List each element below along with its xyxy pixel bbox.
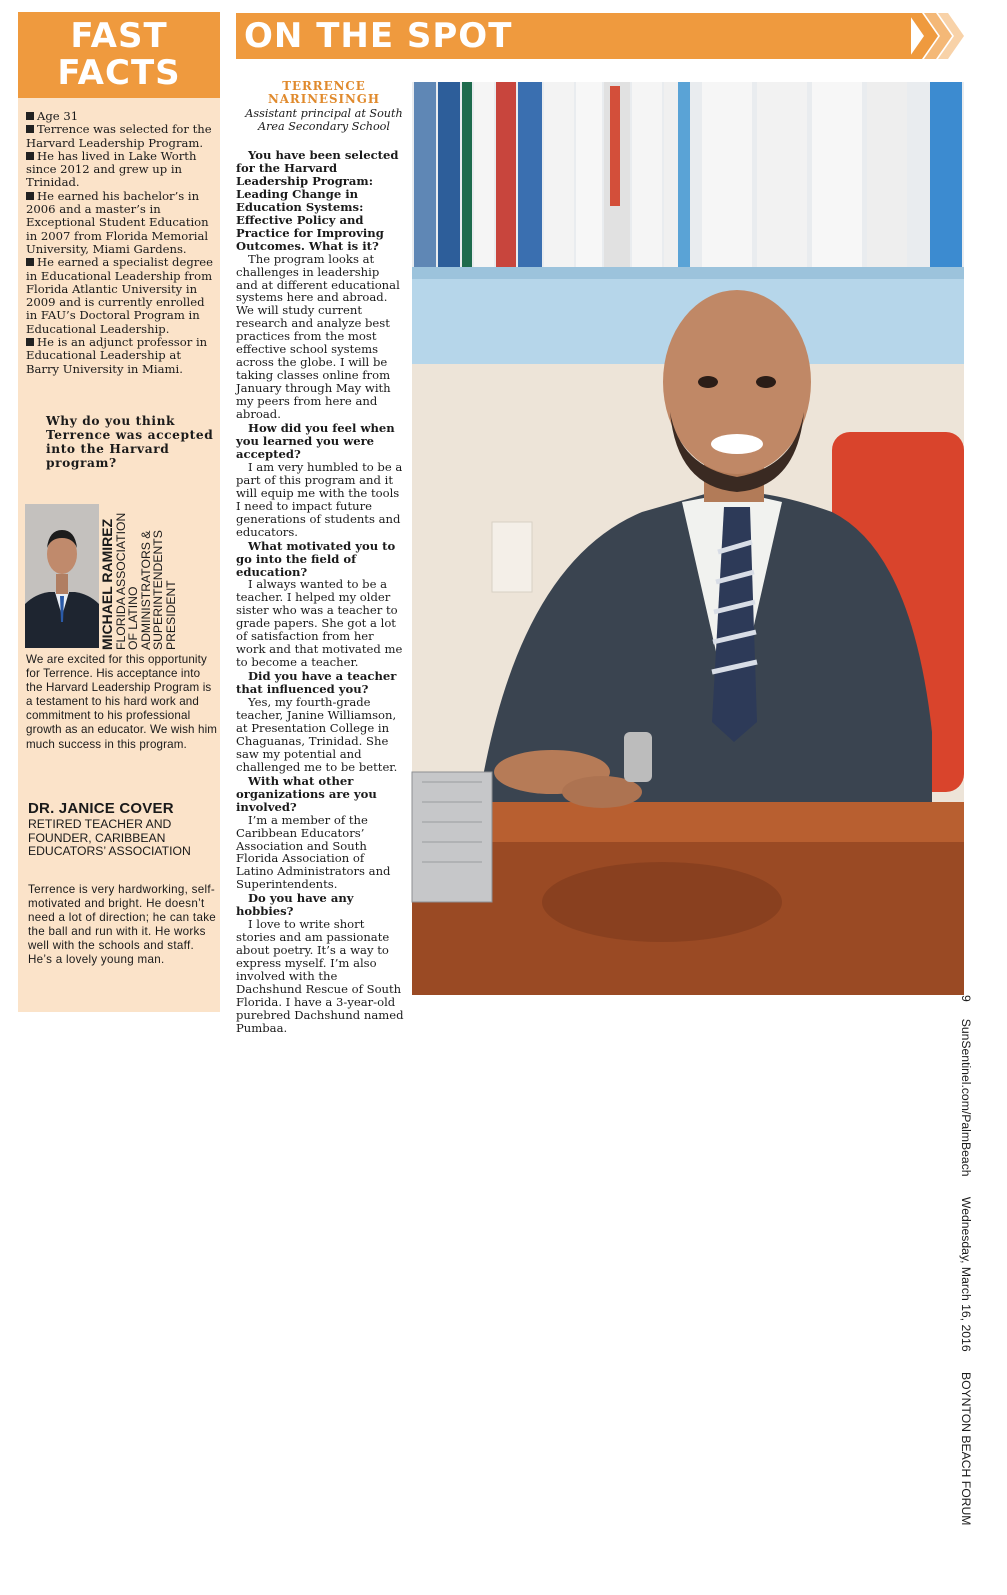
answer-text: I am very humbled to be a part of this program and it will equip me with the tools I need to impact future generations of students and educators. xyxy=(236,459,403,539)
page-number: 9 xyxy=(959,995,973,1002)
fact-item: He has lived in Lake Worth since 2012 and grew up in Trinidad. xyxy=(26,148,197,190)
interviewee-role: Assistant principal at South Area Secondary School xyxy=(245,107,403,133)
fast-facts-header xyxy=(18,12,220,98)
question-text: With what other organizations are you involved? xyxy=(236,773,377,814)
michael-ramirez-label xyxy=(100,504,212,650)
quote-janice-cover: Terrence is very hardworking, self-motivated and bright. He doesn’t need a lot of direction; he can take the ball and run with it. He works well with the schools and staff. He’s a lovely young man. xyxy=(28,883,217,967)
fast-facts-sidebar xyxy=(18,12,220,1012)
bullet-square-icon xyxy=(26,152,34,160)
fact-item: He earned his bachelor’s in 2006 and a master’s in Exceptional Student Education in 2007 from Florida Memorial University, Miami Gardens. xyxy=(26,188,209,256)
bullet-square-icon xyxy=(26,258,34,266)
bullet-square-icon xyxy=(26,192,34,200)
answer-text: I always wanted to be a teacher. I helped my older sister who was a teacher to grade papers. She got a lot of satisfaction from her work and that motivated me to become a teacher. xyxy=(236,577,403,670)
answer-text: Yes, my fourth-grade teacher, Janine Williamson, at Presentation College in Chaguanas, Trinidad. She saw my potential and challenged me to be better. xyxy=(236,695,398,774)
fact-list xyxy=(26,110,216,376)
answer-text: I love to write short stories and am passionate about poetry. It’s a way to express myself. I’m also involved with the Dachshund Rescue of South Florida. I have a 3-year-old purebred Dachshund named Pumbaa. xyxy=(236,917,404,1035)
fast-facts-title-line2: FACTS xyxy=(57,53,181,93)
sidebar-question: Why do you think Terrence was accepted into the Harvard program? xyxy=(46,414,214,470)
header-banner xyxy=(236,13,911,59)
headshot-photo-michael-ramirez xyxy=(25,504,99,648)
person-name: DR. JANICE COVER xyxy=(28,800,174,817)
portrait-photo-terrence xyxy=(412,82,964,995)
publication-date: Wednesday, March 16, 2016 xyxy=(959,1196,973,1352)
fact-item: He is an adjunct professor in Educational Leadership at Barry University in Miami. xyxy=(26,335,208,376)
website-url: SunSentinel.com/PalmBeach xyxy=(959,1018,973,1177)
chevron-arrows-icon xyxy=(908,13,964,59)
question-text: Do you have any hobbies? xyxy=(236,891,354,919)
quote-michael-ramirez: We are excited for this opportunity for Terrence. His acceptance into the Harvard Leadership Program is a testament to his hard work and commitment to his professional growth as an educator. We wish him much success in this program. xyxy=(26,653,218,751)
question-text: How did you feel when you learned you were accepted? xyxy=(236,421,395,461)
bullet-square-icon xyxy=(26,338,34,346)
question-text: You have been selected for the Harvard Leadership Program: Leading Change in Education Systems: Effective Policy and Practice for Improving Outcomes. What is it? xyxy=(236,148,399,253)
person-title: RETIRED TEACHER AND FOUNDER, CARIBBEAN EDUCATORS’ ASSOCIATION xyxy=(28,817,191,858)
person-name: MICHAEL RAMIREZ xyxy=(99,518,115,650)
fact-item: Age 31 xyxy=(26,110,216,123)
page-footer-vertical xyxy=(959,995,973,1595)
interviewee-name: TERRENCE NARINESINGH xyxy=(267,79,381,106)
section-title: ON THE SPOT xyxy=(244,16,513,56)
fact-item: He earned a specialist degree in Educational Leadership from Florida Atlantic University in 2009 and is currently enrolled in FAU’s Doctoral Program in Educational Leadership. xyxy=(26,255,214,336)
question-text: Did you have a teacher that influenced you? xyxy=(236,669,397,697)
question-text: What motivated you to go into the field of education? xyxy=(236,538,396,579)
answer-text: The program looks at challenges in leadership and at different educational systems here and abroad. We will study current research and analyze best practices from the most effective school systems across the globe. I will be taking classes online from January through May with my peers from here and abroad. xyxy=(236,251,400,422)
publication-name: BOYNTON BEACH FORUM xyxy=(959,1371,973,1526)
answer-text: I’m a member of the Caribbean Educators’ Association and South Florida Association of Latino Administrators and Superintendents. xyxy=(236,812,391,892)
fast-facts-title-line1: FAST xyxy=(70,16,168,56)
person-title: FLORIDA ASSOCIATION OF LATINO ADMINISTRATORS & SUPERINTENDENTS PRESIDENT xyxy=(114,512,178,650)
bullet-square-icon xyxy=(26,125,34,133)
fact-item: Terrence was selected for the Harvard Leadership Program. xyxy=(26,122,212,150)
interview-article xyxy=(236,149,404,1036)
bullet-square-icon xyxy=(26,112,34,120)
